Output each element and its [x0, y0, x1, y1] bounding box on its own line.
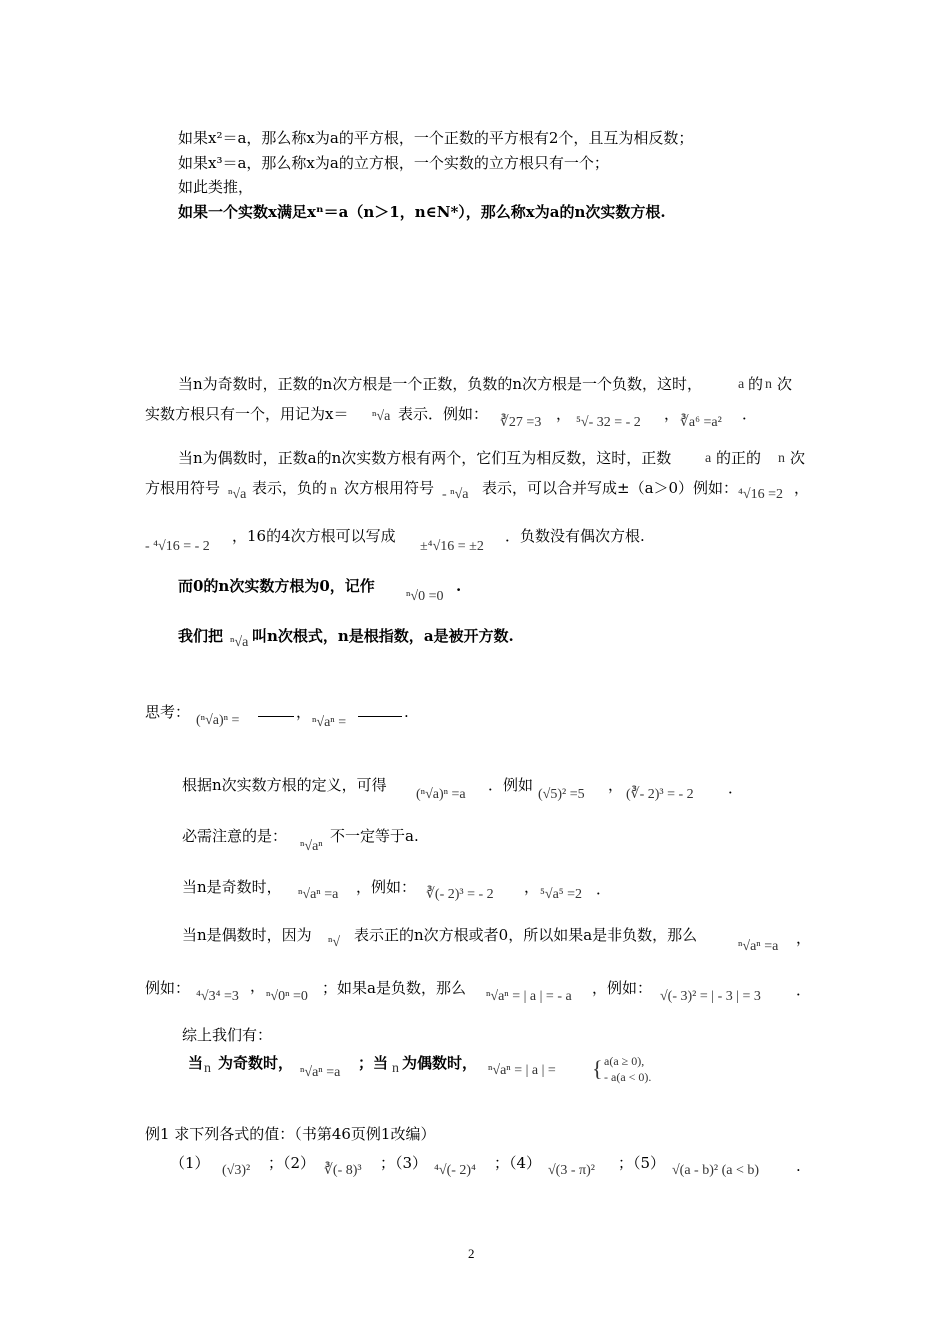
even-math-a: a: [705, 451, 712, 466]
odd-example-2: ⁵√- 32 = - 2: [576, 415, 641, 430]
prop-math-5: ⁿ√aⁿ =a: [298, 887, 339, 902]
even-example-3: ±⁴√16 = ±2: [420, 539, 484, 554]
example-part-3: ；（3）: [380, 1154, 428, 1172]
prop-sep-4: ，: [250, 977, 266, 995]
odd-math-n: n: [765, 377, 772, 392]
odd-line-2b: 表示．例如：: [398, 405, 489, 423]
prop-sep-3: ，: [796, 929, 812, 947]
prop-sep-2: ，: [524, 878, 540, 896]
example-part-5: ；（5）: [618, 1154, 666, 1172]
nth-root-definition: 如果一个实数x满足xⁿ＝a（n＞1，n∈N*），那么称x为a的n次实数方根.: [178, 203, 666, 221]
example-part-1: （1）: [170, 1154, 210, 1172]
even-line-1: 当n为偶数时，正数a的n次实数方根有两个，它们互为相反数，这时，正数: [178, 449, 672, 467]
even-line-2d: 表示，可以合并写成±（a＞0）例如：: [482, 479, 739, 497]
prop-math-2: (√5)² =5: [538, 787, 585, 802]
prop-line-2: 必需注意的是：: [182, 827, 288, 845]
prop-math-9: ⁿ√aⁿ =a: [738, 939, 779, 954]
prop-math-8: ⁿ√: [328, 935, 341, 950]
odd-line-1c: 次: [777, 375, 793, 393]
think-blank-1: [258, 716, 294, 717]
page-number: 2: [468, 1246, 475, 1261]
example-end: .: [796, 1157, 801, 1175]
prop-line-4: 当n是偶数时，因为: [182, 926, 312, 944]
zero-root-text: 而0的n次实数方根为0，记作: [178, 577, 375, 595]
prop-line-1b: ．例如: [488, 776, 534, 794]
even-math-n-2: n: [330, 483, 337, 498]
example-expr-2: ∛(- 8)³: [324, 1163, 362, 1178]
even-line-2b: 表示，负的: [252, 479, 328, 497]
prop-line-3: 当n是奇数时，: [182, 878, 282, 896]
odd-example-1: ∛27 =3: [500, 415, 542, 430]
summary-b: 为奇数时，: [218, 1054, 294, 1072]
summary-d: 为偶数时，: [402, 1054, 478, 1072]
even-example-1: ⁴√16 =2: [738, 487, 783, 502]
prop-line-3b: ，例如：: [356, 878, 417, 896]
think-expr-2: ⁿ√aⁿ =: [312, 715, 347, 730]
even-math-n: n: [778, 451, 785, 466]
zero-root-end: .: [456, 577, 462, 595]
intro-line-1: 如果x²＝a，那么称x为a的平方根，一个正数的平方根有2个，且互为相反数；: [178, 129, 694, 147]
even-line-2c: 次方根用符号: [344, 479, 435, 497]
prop-math-3: (∛- 2)³ = - 2: [626, 787, 694, 802]
summary-case-1: a(a ≥ 0),: [604, 1054, 645, 1068]
radical-def-b: 叫n次根式，n是根指数，a是被开方数.: [252, 627, 514, 645]
even-line-1c: 次: [790, 449, 806, 467]
summary-c: ；当: [358, 1054, 389, 1072]
odd-math-a: a: [738, 377, 745, 392]
prop-math-10: ⁴√3⁴ =3: [196, 989, 239, 1004]
odd-sep-2: ，: [664, 405, 680, 423]
prop-end-2: ．: [596, 880, 612, 898]
odd-line-2: 实数方根只有一个，用记为x＝: [145, 405, 349, 423]
think-blank-2: [358, 716, 402, 717]
even-sep: ，: [794, 479, 810, 497]
prop-math-12: ⁿ√aⁿ = | a | = - a: [486, 989, 572, 1004]
prop-math-11: ⁿ√0ⁿ =0: [266, 989, 308, 1004]
even-line-3a: ，16的4次方根可以写成: [232, 527, 396, 545]
even-math-root-a: ⁿ√a: [228, 487, 247, 502]
think-expr-1: (ⁿ√a)ⁿ =: [196, 713, 240, 728]
odd-sep-1: ，: [556, 405, 572, 423]
prop-math-4: ⁿ√aⁿ: [300, 839, 323, 854]
prop-line-4b: 表示正的n次方根或者0，所以如果a是非负数，那么: [354, 926, 698, 944]
example-part-2: ；（2）: [268, 1154, 316, 1172]
summary-n-2: n: [392, 1061, 399, 1076]
odd-example-3: ∛a⁶ =a²: [680, 415, 722, 430]
even-line-1b: 的正的: [716, 449, 762, 467]
prop-end-1: ．: [728, 779, 744, 797]
odd-line-1: 当n为奇数时，正数的n次方根是一个正数，负数的n次方根是一个负数，这时，: [178, 375, 702, 393]
think-end: .: [404, 703, 409, 721]
odd-math-root-a: ⁿ√a: [372, 409, 391, 424]
zero-root-math: ⁿ√0 =0: [406, 589, 444, 604]
radical-def-a: 我们把: [178, 627, 224, 645]
example-expr-4: √(3 - π)²: [548, 1163, 595, 1178]
summary-label: 综上我们有：: [182, 1026, 273, 1044]
example-expr-5: √(a - b)² (a < b): [672, 1163, 760, 1178]
summary-a: 当: [188, 1054, 204, 1072]
summary-brace-icon: {: [592, 1056, 603, 1081]
prop-line-5c: ，例如：: [592, 979, 653, 997]
radical-def-math: ⁿ√a: [230, 635, 249, 650]
summary-case-2: - a(a < 0).: [604, 1070, 652, 1084]
prop-line-1: 根据n次实数方根的定义，可得: [182, 776, 387, 794]
even-math-neg-root: - ⁿ√a: [442, 487, 469, 502]
summary-even-math: ⁿ√aⁿ = | a | =: [488, 1063, 556, 1078]
prop-sep-1: ，: [608, 776, 624, 794]
example-expr-3: ⁴√(- 2)⁴: [434, 1163, 476, 1178]
even-line-2: 方根用符号: [145, 479, 221, 497]
example-expr-1: (√3)²: [222, 1163, 251, 1178]
prop-math-13: √(- 3)² = | - 3 | = 3: [660, 989, 761, 1004]
prop-line-5: 例如：: [145, 979, 191, 997]
intro-line-3: 如此类推，: [178, 178, 254, 196]
summary-odd-math: ⁿ√aⁿ =a: [300, 1065, 341, 1080]
even-example-2: - ⁴√16 = - 2: [145, 539, 210, 554]
odd-line-1b: 的: [748, 375, 764, 393]
prop-line-5b: ；如果a是负数，那么: [322, 979, 466, 997]
example-part-4: ；（4）: [494, 1154, 542, 1172]
summary-n-1: n: [204, 1061, 211, 1076]
prop-math-6: ∛(- 2)³ = - 2: [426, 887, 494, 902]
odd-end: ．: [742, 405, 758, 423]
prop-math-7: ⁵√a⁵ =2: [540, 887, 583, 902]
prop-end-3: ．: [796, 981, 812, 999]
intro-line-2: 如果x³＝a，那么称x为a的立方根，一个实数的立方根只有一个；: [178, 154, 609, 172]
prop-line-2b: 不一定等于a.: [330, 827, 419, 845]
prop-math-1: (ⁿ√a)ⁿ =a: [416, 787, 466, 802]
even-line-3b: ．负数没有偶次方根.: [505, 527, 645, 545]
example-title: 例1 求下列各式的值：（书第46页例1改编）: [145, 1125, 436, 1143]
think-sep: ，: [296, 703, 312, 721]
think-label: 思考：: [145, 703, 191, 721]
